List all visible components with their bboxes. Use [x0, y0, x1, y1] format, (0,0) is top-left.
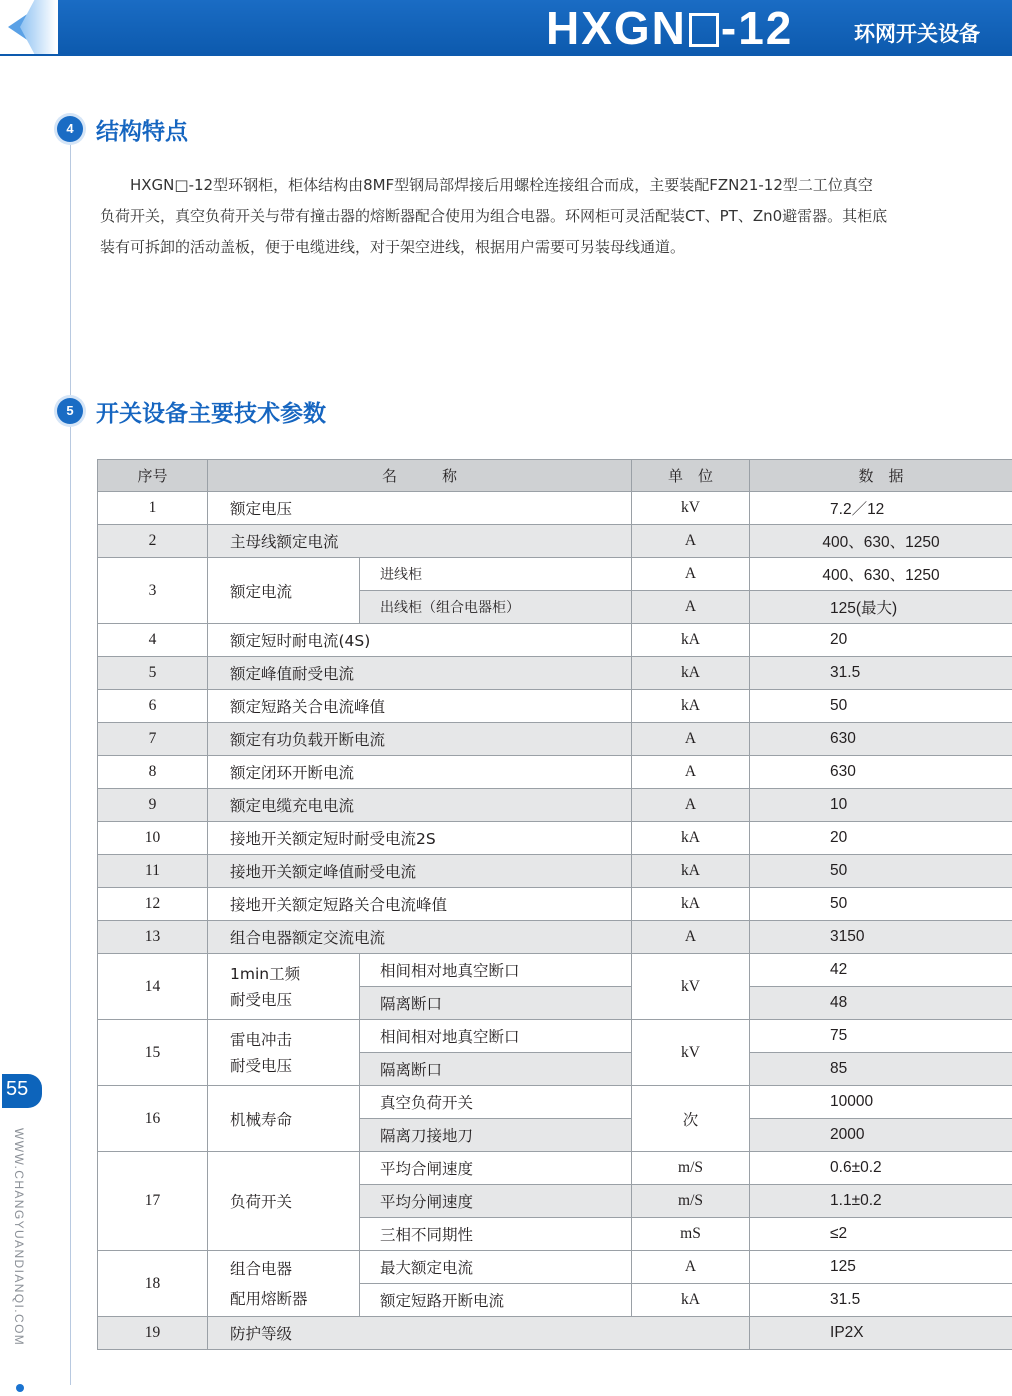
- table-row: [98, 888, 1012, 921]
- row-name: [208, 954, 360, 1020]
- row-unit: kA: [632, 822, 750, 855]
- row-no: 8: [98, 756, 208, 789]
- paragraph-line: HXGN□-12型环钢柜，柜体结构由8MF型钢局部焊接后用螺栓连接组合而成，主要装配FZN21-12型二工位真空: [100, 176, 873, 194]
- row-name-line: 组合电器: [230, 1259, 293, 1278]
- row-name: 机械寿命: [208, 1086, 360, 1152]
- row-no: 16: [98, 1086, 208, 1152]
- table-row: [98, 1152, 1012, 1185]
- row-value: ≤2: [750, 1218, 1012, 1251]
- row-value: 7.2／12: [750, 492, 1012, 525]
- row-value: 20: [750, 822, 1012, 855]
- row-sub-name: 隔离断口: [360, 987, 632, 1020]
- section-4-badge: 4: [57, 116, 83, 142]
- row-name: 额定闭环开断电流: [208, 756, 632, 789]
- row-unit: A: [632, 921, 750, 954]
- row-value: 400、630、1250: [750, 525, 1012, 558]
- row-no: 3: [98, 558, 208, 624]
- row-sub-name: 隔离断口: [360, 1053, 632, 1086]
- row-unit: A: [632, 591, 750, 624]
- row-name: 额定电压: [208, 492, 632, 525]
- row-unit: kA: [632, 855, 750, 888]
- row-value: 630: [750, 723, 1012, 756]
- table-row: [98, 657, 1012, 690]
- row-sub-name: 出线柜（组合电器柜）: [360, 591, 632, 624]
- table-row: [98, 525, 1012, 558]
- header-no: 序号: [98, 460, 208, 492]
- row-no: 13: [98, 921, 208, 954]
- table-row: [98, 1020, 1012, 1053]
- product-title: HXGN -12: [546, 2, 794, 54]
- row-value: 85: [750, 1053, 1012, 1086]
- header-underline: [0, 54, 1012, 56]
- row-name-line: 配用熔断器: [230, 1289, 308, 1308]
- row-sub-name: 进线柜: [360, 558, 632, 591]
- row-unit: m/S: [632, 1185, 750, 1218]
- row-value: 0.6±0.2: [750, 1152, 1012, 1185]
- row-value: 125: [750, 1251, 1012, 1284]
- row-value: 400、630、1250: [750, 558, 1012, 591]
- row-unit: A: [632, 789, 750, 822]
- table-row: [98, 756, 1012, 789]
- row-sub-name: 平均合闸速度: [360, 1152, 632, 1185]
- row-no: 12: [98, 888, 208, 921]
- row-value: 10: [750, 789, 1012, 822]
- row-no: 18: [98, 1251, 208, 1317]
- row-sub-name: 相间相对地真空断口: [360, 954, 632, 987]
- row-unit: A: [632, 756, 750, 789]
- row-sub-name: 最大额定电流: [360, 1251, 632, 1284]
- structure-paragraph: [100, 170, 1012, 263]
- row-no: 15: [98, 1020, 208, 1086]
- row-unit: kA: [632, 690, 750, 723]
- header-unit: 单 位: [632, 460, 750, 492]
- header-name: 名 称: [208, 460, 632, 492]
- row-value: 3150: [750, 921, 1012, 954]
- row-name: 额定峰值耐受电流: [208, 657, 632, 690]
- row-name: 额定短路关合电流峰值: [208, 690, 632, 723]
- row-value: 630: [750, 756, 1012, 789]
- section-4-title: 结构特点: [96, 119, 188, 145]
- row-value: 50: [750, 690, 1012, 723]
- row-no: 5: [98, 657, 208, 690]
- row-unit: kA: [632, 657, 750, 690]
- table-row: [98, 558, 1012, 591]
- row-sub-name: 三相不同期性: [360, 1218, 632, 1251]
- row-name: 额定电缆充电电流: [208, 789, 632, 822]
- table-row: [98, 690, 1012, 723]
- row-no: 2: [98, 525, 208, 558]
- row-name: 防护等级: [208, 1317, 750, 1350]
- row-value: 75: [750, 1020, 1012, 1053]
- row-unit: kV: [632, 492, 750, 525]
- row-no: 10: [98, 822, 208, 855]
- row-value: 31.5: [750, 1284, 1012, 1317]
- row-name: 接地开关额定短路关合电流峰值: [208, 888, 632, 921]
- row-unit: 次: [632, 1086, 750, 1152]
- table-row: [98, 492, 1012, 525]
- page-header: [0, 0, 1012, 56]
- row-name: [208, 1020, 360, 1086]
- row-name-line: 雷电冲击: [230, 1030, 293, 1049]
- row-sub-name: 额定短路开断电流: [360, 1284, 632, 1317]
- row-unit: kA: [632, 888, 750, 921]
- row-unit: A: [632, 525, 750, 558]
- row-name: 接地开关额定峰值耐受电流: [208, 855, 632, 888]
- row-no: 1: [98, 492, 208, 525]
- row-value: 20: [750, 624, 1012, 657]
- row-sub-name: 相间相对地真空断口: [360, 1020, 632, 1053]
- row-name: 负荷开关: [208, 1152, 360, 1251]
- row-unit: A: [632, 558, 750, 591]
- row-sub-name: 平均分闸速度: [360, 1185, 632, 1218]
- table-row: [98, 1251, 1012, 1284]
- row-name: [208, 1251, 360, 1317]
- row-name-line: 耐受电压: [230, 990, 293, 1009]
- row-value: 2000: [750, 1119, 1012, 1152]
- table-row: [98, 789, 1012, 822]
- row-unit: kA: [632, 624, 750, 657]
- row-no: 9: [98, 789, 208, 822]
- row-sub-name: 真空负荷开关: [360, 1086, 632, 1119]
- row-value: 125(最大): [750, 591, 1012, 624]
- row-unit: A: [632, 723, 750, 756]
- row-unit: mS: [632, 1218, 750, 1251]
- row-value: IP2X: [750, 1317, 1012, 1350]
- header-data: 数 据: [750, 460, 1012, 492]
- row-no: 6: [98, 690, 208, 723]
- title-blank-box: [689, 13, 719, 47]
- row-no: 7: [98, 723, 208, 756]
- row-name: 额定短时耐电流(4S): [208, 624, 632, 657]
- row-value: 48: [750, 987, 1012, 1020]
- row-name: 组合电器额定交流电流: [208, 921, 632, 954]
- row-name: 额定有功负载开断电流: [208, 723, 632, 756]
- row-value: 50: [750, 888, 1012, 921]
- row-value: 42: [750, 954, 1012, 987]
- table-header-row: [98, 460, 1012, 492]
- table-row: [98, 723, 1012, 756]
- row-no: 19: [98, 1317, 208, 1350]
- row-unit: kA: [632, 1284, 750, 1317]
- left-rail-line: [70, 120, 71, 1385]
- table-row: [98, 855, 1012, 888]
- table-row: [98, 822, 1012, 855]
- product-subtitle: 环网开关设备: [854, 22, 980, 46]
- row-name: 接地开关额定短时耐受电流2S: [208, 822, 632, 855]
- row-no: 17: [98, 1152, 208, 1251]
- parameter-table: [97, 459, 1012, 1350]
- row-unit: kV: [632, 954, 750, 1020]
- row-no: 11: [98, 855, 208, 888]
- row-value: 1.1±0.2: [750, 1185, 1012, 1218]
- row-no: 4: [98, 624, 208, 657]
- row-unit: m/S: [632, 1152, 750, 1185]
- row-name-line: 耐受电压: [230, 1056, 293, 1075]
- row-sub-name: 隔离刀接地刀: [360, 1119, 632, 1152]
- row-name: 主母线额定电流: [208, 525, 632, 558]
- table-row: [98, 1317, 1012, 1350]
- page-number: 55: [6, 1078, 29, 1100]
- table-row: [98, 624, 1012, 657]
- table-row: [98, 1086, 1012, 1119]
- section-5-title: 开关设备主要技术参数: [96, 401, 326, 427]
- website-vertical: WWW.CHANGYUANDIANQI.COM: [12, 1128, 26, 1347]
- row-unit: kV: [632, 1020, 750, 1086]
- row-value: 10000: [750, 1086, 1012, 1119]
- rail-dot-icon: [16, 1384, 24, 1392]
- row-unit: A: [632, 1251, 750, 1284]
- table-row: [98, 954, 1012, 987]
- paragraph-line: 装有可拆卸的活动盖板，便于电缆进线，对于架空进线，根据用户需要可另装母线通道。: [100, 238, 686, 256]
- row-value: 31.5: [750, 657, 1012, 690]
- row-name: 额定电流: [208, 558, 360, 624]
- paragraph-line: 负荷开关，真空负荷开关与带有撞击器的熔断器配合使用为组合电器。环网柜可灵活配装CT、PT、Zn0避雷器。其柜底: [100, 207, 888, 225]
- row-no: 14: [98, 954, 208, 1020]
- section-5-badge: 5: [57, 398, 83, 424]
- row-name-line: 1min工频: [230, 964, 301, 983]
- table-row: [98, 921, 1012, 954]
- row-value: 50: [750, 855, 1012, 888]
